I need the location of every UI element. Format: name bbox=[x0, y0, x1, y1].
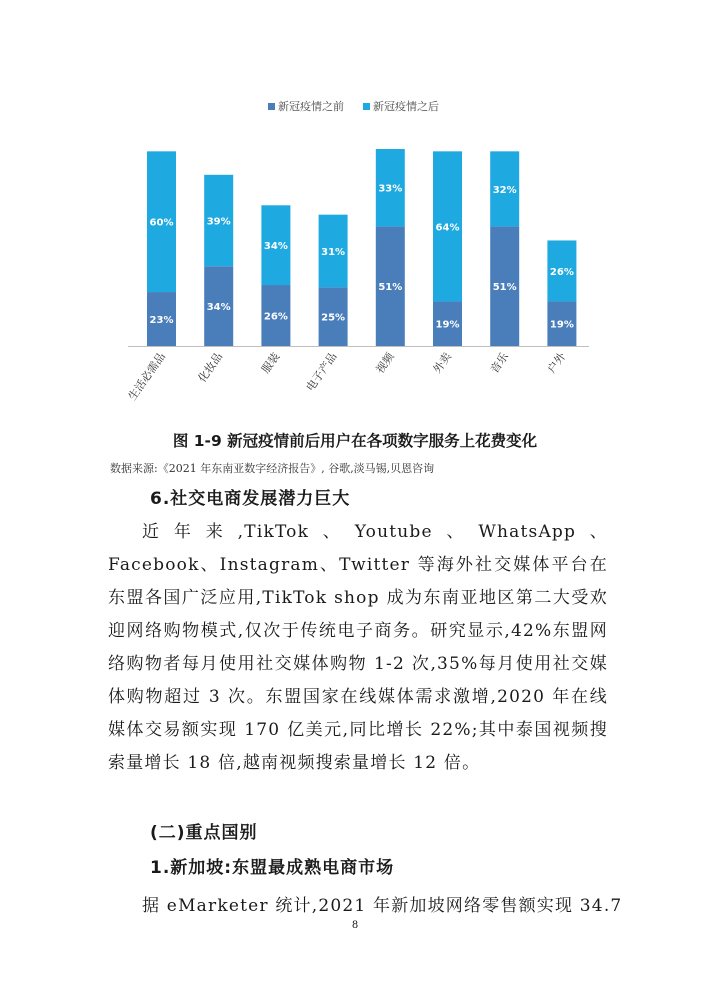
category-label-5: 外卖 bbox=[430, 350, 454, 376]
category-label-1: 化妆品 bbox=[195, 350, 226, 385]
category-label-2: 服装 bbox=[259, 350, 283, 376]
bar-value-label-1-3: 31% bbox=[321, 247, 346, 259]
category-label-3: 电子产品 bbox=[303, 350, 340, 394]
bar-value-label-1-0: 60% bbox=[149, 217, 174, 229]
bar-value-label-1-1: 39% bbox=[206, 216, 231, 228]
body-paragraph-2: 据 eMarketer 统计,2021 年新加坡网络零售额实现 34.7 bbox=[142, 896, 623, 916]
bar-value-label-0-6: 51% bbox=[492, 282, 517, 294]
legend-swatch-0 bbox=[268, 103, 275, 110]
bar-value-label-1-4: 33% bbox=[378, 183, 403, 195]
bar-value-label-0-7: 19% bbox=[549, 319, 574, 331]
bar-value-label-0-1: 34% bbox=[206, 302, 231, 314]
bar-value-label-1-2: 34% bbox=[263, 241, 288, 253]
body-paragraph: 近年来,TikTok、Youtube、WhatsApp、Facebook、Instagram、Twitter 等海外社交媒体平台在东盟各国广泛应用,TikTok shop 成为东南亚地区第二大受欢迎网络购物模式,仅次于传统电子商务。研究显示,42%东盟网络购物者每月使用社交媒体购物 1-2 次,35%每月使用社交媒体购物超过 3 次。东盟国家在线媒体需求激增,2020 年在线媒体交易额实现 170 亿美元,同比增长 22%;其中泰国视频搜索量增长 18 倍,越南视频搜索量增长 12 倍。 bbox=[108, 522, 608, 773]
chart-legend bbox=[268, 99, 439, 113]
category-label-0: 生活必需品 bbox=[125, 350, 168, 403]
bar-value-label-1-6: 32% bbox=[492, 184, 517, 196]
section-heading: 6.社交电商发展潜力巨大 bbox=[150, 489, 351, 509]
category-label-7: 户外 bbox=[545, 350, 569, 376]
legend-swatch-1 bbox=[363, 103, 370, 110]
bar-value-label-0-4: 51% bbox=[378, 282, 403, 294]
bar-value-label-1-5: 64% bbox=[435, 222, 460, 234]
subsubsection-heading: 1.新加坡:东盟最成熟电商市场 bbox=[150, 858, 395, 878]
bars-group bbox=[147, 149, 576, 346]
figure-caption: 图 1-9 新冠疫情前后用户在各项数字服务上花费变化 bbox=[172, 432, 538, 450]
bar-value-label-1-7: 26% bbox=[549, 266, 574, 278]
category-label-6: 音乐 bbox=[487, 350, 512, 376]
bar-value-label-0-2: 26% bbox=[263, 311, 288, 323]
data-source-note: 数据来源:《2021 年东南亚数字经济报告》, 谷歌,淡马锡,贝恩咨询 bbox=[110, 462, 435, 475]
bar-value-label-0-0: 23% bbox=[149, 315, 174, 327]
bar-value-label-0-5: 19% bbox=[435, 319, 460, 331]
subsection-heading: (二)重点国别 bbox=[150, 823, 258, 843]
stacked-bar-chart bbox=[0, 0, 710, 425]
x-axis bbox=[125, 347, 589, 403]
page-number: 8 bbox=[351, 920, 359, 931]
bar-value-label-0-3: 25% bbox=[321, 312, 346, 324]
legend-label-1: 新冠疫情之后 bbox=[373, 100, 439, 113]
legend-label-0: 新冠疫情之前 bbox=[278, 100, 344, 113]
category-label-4: 视频 bbox=[373, 350, 397, 376]
